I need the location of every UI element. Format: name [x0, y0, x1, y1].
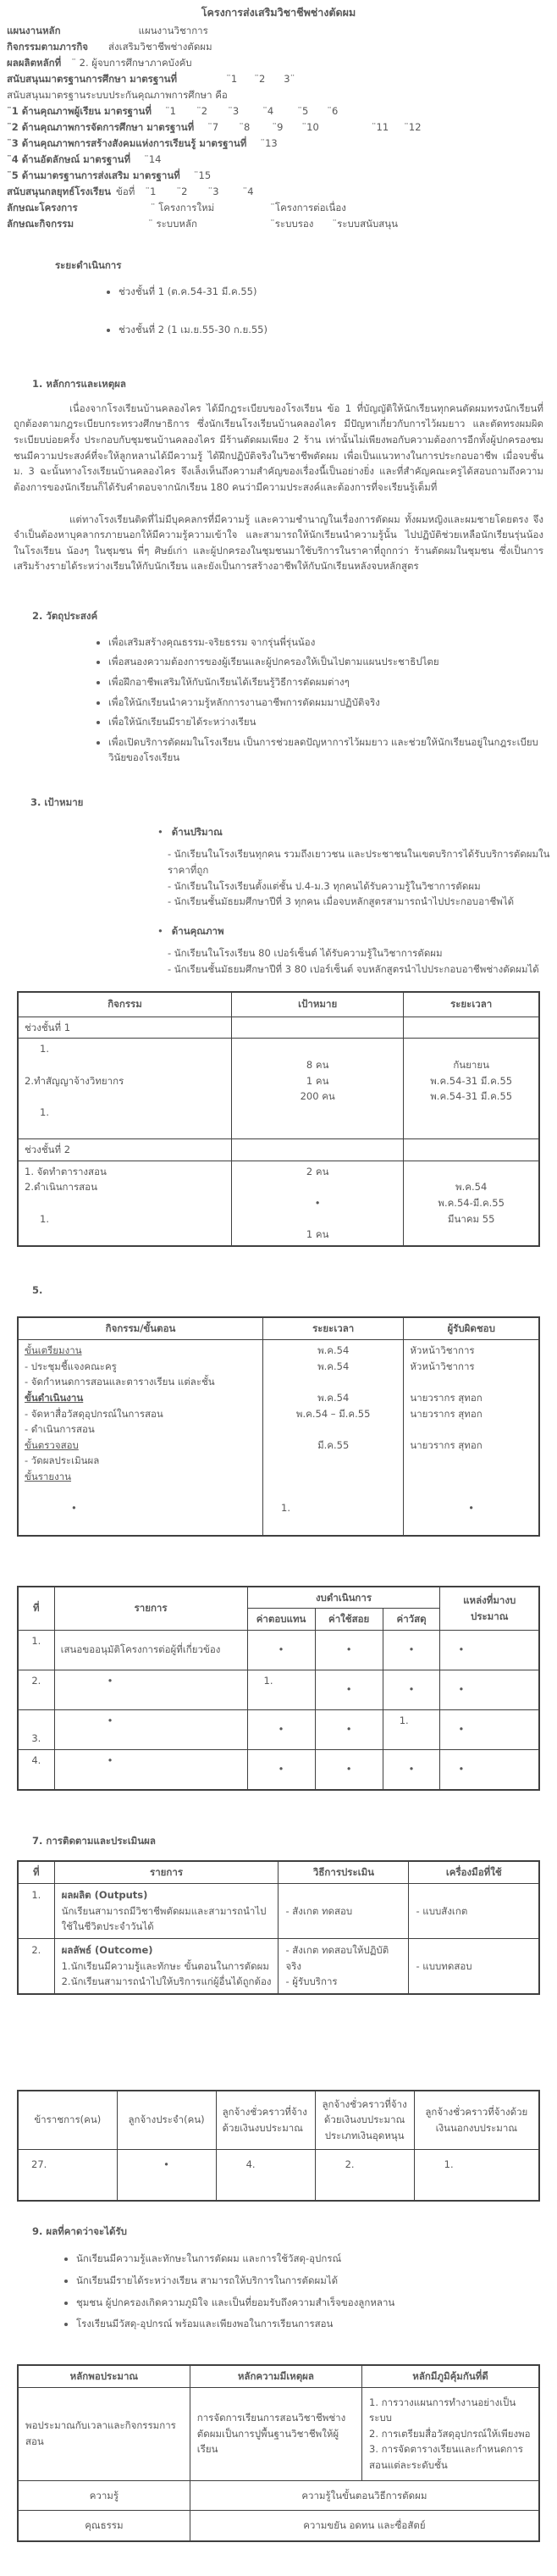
- header-row: [18, 1861, 539, 1883]
- table-cell: [383, 1709, 440, 1749]
- cell-line: •: [107, 1714, 113, 1726]
- cell-line: 1.นักเรียนมีความรู้และทักษะ ขั้นตอนในการตัดผม: [61, 1959, 269, 1972]
- cell-line: •: [107, 1674, 113, 1687]
- text-line: - นักเรียนชั้นมัธยมศึกษาปีที่ 3 80 เปอร์เซ็นต์ จบหลักสูตรนำไปประกอบอาชีพช่างตัดผมได้: [168, 963, 539, 975]
- header-field-line: [7, 87, 550, 103]
- rationale-paragraph-1: เนื่องจากโรงเรียนบ้านคลองไคร ได้มีกฎระเบียบของโรงเรียน ข้อ 1 ที่บัญญัติให้นักเรียนทุกคนตัดผมทรงนักเรียนที่ถูกต้องตามกฎระเบียบกระทรวงศึกษาธิการ ซึ่งนักเรียนโรงเรียนบ้านคลองไคร มีปัญหาเกี่ยวกับการไว้ผมยาว และตัดทรงผมผิดระเบียบบ่อยครั้ง ประกอบกับชุมชนบ้านคลองไคร มีร้านตัดผมเพียง 2 ร้าน เท่านั้นไม่เพียงพอกับความต้องการอีกทั้งผู้ปกครองชมชนมีความประสงค์ที่จะให้ลูกหลานได้มีความรู้ ได้ฝึกปฏิบัติจริงในวิชาชีพตัดผม เพื่อเป็นแนวทางในการประกอบอาชีพ เมื่อจบชั้น ม. 3 ฉะนั้นทางโรงเรียนบ้านคลองไคร จึงเล็งเห็นถึงความสำคัญของเรื่องนี้เป็นอย่างยิ่ง และที่สำคัญคณะครูได้สอบถามถึงความต้องการของนักเรียนก็ได้รับคำตอบจากนักเรียน 180 คนว่ามีความประสงค์และต้องการที่จะเรียนรู้เต็มที่: [14, 402, 543, 493]
- cell-line: 2.นักเรียนสามารถนำไปให้บริการแก่ผู้อื่นได้ถูกต้อง: [61, 1975, 272, 1988]
- goals-table: [17, 991, 540, 1247]
- field-segment: ¨9: [272, 121, 284, 134]
- column-header: กิจกรรม: [18, 992, 232, 1017]
- cell-line: 8 คน: [306, 1058, 329, 1071]
- field-segment: ¨4: [262, 105, 274, 118]
- cell-line: 1.: [40, 1105, 49, 1118]
- cell-line: [410, 1469, 532, 1485]
- field-segment: สนับสนุนกลยุทธ์โรงเรียน: [7, 186, 111, 198]
- field-segment: ¨ระบบสนับสนุน: [332, 218, 399, 230]
- list-item: • เพื่อให้นักเรียนมีรายได้ระหว่างเรียน: [108, 714, 550, 730]
- cell-line: [269, 1469, 397, 1485]
- list-item: • เพื่อเสริมสร้างคุณธรรม-จริยธรรม จากรุ่นพี่รุ่นน้อง: [108, 634, 550, 651]
- table-row: [18, 1161, 539, 1246]
- section-7-heading: 7. การติดตามและประเมินผล: [32, 1834, 156, 1847]
- cell-line: [410, 1453, 532, 1469]
- column-header: เป้าหมาย: [232, 992, 404, 1017]
- cell-line: พ.ค.54 – มี.ค.55: [295, 1407, 371, 1420]
- cell-line: [25, 1057, 225, 1073]
- column-header: ลูกจ้างชั่วคราวที่จ้างด้วยเงินนอกงบประมาณ: [414, 2091, 539, 2150]
- table-cell: คุณธรรม: [18, 2511, 190, 2541]
- column-header: หลักมีภูมิคุ้มกันที่ดี: [362, 2365, 539, 2387]
- cell-line: พ.ค.54: [317, 1391, 350, 1404]
- document-title: โครงการส่งเสริมวิชาชีพช่างตัดผม: [201, 6, 356, 19]
- cell-line: [410, 1485, 532, 1501]
- column-header: ระยะเวลา: [404, 992, 539, 1017]
- field-segment: ¨12: [404, 121, 422, 134]
- table-cell: [232, 1139, 404, 1161]
- table-cell: [18, 1161, 232, 1246]
- table-cell: [18, 1039, 232, 1139]
- list-item: • เพื่อฝึกอาชีพเสริมให้กับนักเรียนได้เรียนรู้วิธีการตัดผมต่างๆ: [108, 674, 550, 690]
- cell-line: - ดำเนินการสอน: [25, 1423, 95, 1436]
- cell-line: 1 คน: [306, 1074, 329, 1087]
- cell-line: [25, 1120, 225, 1136]
- table-cell: •: [117, 2149, 216, 2201]
- table-cell: [54, 1884, 278, 1939]
- field-segment: ¨4: [242, 186, 254, 198]
- text-line: - นักเรียนชั้นมัธยมศึกษาปีที่ 3 ทุกคน เมื่อจบหลักสูตรสามารถนำไปประกอบอาชีพได้: [168, 895, 515, 908]
- field-segment: ¨ 2. ผู้จบการศึกษาภาคบังคับ: [71, 57, 192, 69]
- field-segment: ¨1 ด้านคุณภาพผู้เรียน มาตรฐานที่: [7, 105, 152, 118]
- text-line: - นักเรียนในโรงเรียนตั้งแต่ชั้น ป.4-ม.3 ทุกคนได้รับความรู้ในวิชาการตัดผม: [168, 879, 481, 892]
- cell-line: [410, 1374, 532, 1390]
- cell-line: 4.: [245, 2158, 256, 2170]
- table-row: [18, 1039, 539, 1139]
- cell-line: •: [458, 1683, 465, 1696]
- table-cell: •: [383, 1749, 440, 1790]
- cell-line: [25, 1485, 256, 1501]
- cell-line: 2.ดำเนินการสอน: [25, 1181, 97, 1194]
- cell-line: 1 คน: [306, 1228, 329, 1241]
- list-item: • ช่วงชั้นที่ 2 (1 เม.ย.55-30 ก.ย.55): [119, 322, 550, 338]
- header-field-line: [7, 71, 550, 87]
- field-segment: ¨3: [228, 105, 240, 118]
- table-row: [18, 2149, 539, 2201]
- table-cell: 2.: [18, 1938, 54, 1993]
- table-cell: [278, 1938, 409, 1993]
- header-row: [18, 2091, 539, 2150]
- table-cell: [18, 2149, 117, 2201]
- table-cell: - แบบทดสอบ: [409, 1938, 539, 1993]
- budget-table: [17, 1586, 540, 1791]
- table-cell: 2.: [18, 1670, 54, 1709]
- cell-line: 1. จัดทำตารางสอน: [25, 1165, 107, 1177]
- cell-line: 1.: [263, 1674, 273, 1687]
- column-header: งบดำเนินการ: [247, 1587, 440, 1609]
- table-row: [18, 1139, 539, 1161]
- header-field-line: [7, 39, 550, 55]
- cell-line: •: [107, 1753, 113, 1766]
- sufficiency-table: [17, 2364, 540, 2542]
- table-cell: [404, 1139, 539, 1161]
- column-header: ค่าใช้สอย: [315, 1609, 383, 1631]
- cell-line: [410, 1516, 532, 1532]
- list-item: • โรงเรียนมีวัสดุ-อุปกรณ์ พร้อมและเพียงพอในการเรียนการสอน: [76, 2316, 550, 2332]
- list-item: • เพื่อสนองความต้องการของผู้เรียนและผู้ปกครองให้เป็นไปตามแผนประชาธิปไตย: [108, 654, 550, 670]
- quantitative-goals: [7, 824, 550, 910]
- cell-line: - จัดหาสื่อวัสดุอุปกรณ์ในการสอน: [25, 1407, 163, 1420]
- table-row: [18, 2387, 539, 2480]
- table-cell: •: [247, 1749, 315, 1790]
- cell-line: ผลผลิต (Outputs): [61, 1889, 148, 1901]
- field-segment: ¨14: [144, 153, 162, 166]
- field-segment: ¨ ระบบหลัก: [148, 218, 197, 230]
- cell-line: - สังเกต ทดสอบให้ปฏิบัติจริง: [285, 1943, 389, 1972]
- cell-line: •: [468, 1502, 475, 1515]
- table-row: [18, 1017, 539, 1039]
- cell-line: •: [71, 1502, 77, 1515]
- header-field-line: [7, 200, 550, 216]
- cell-line: [269, 1453, 397, 1469]
- cell-line: 1.: [281, 1502, 290, 1515]
- table-cell: [216, 2149, 315, 2201]
- field-segment: 3¨: [284, 73, 295, 86]
- field-segment: ¨5: [297, 105, 309, 118]
- column-header: ข้าราชการ(คน): [18, 2091, 117, 2150]
- cell-line: [238, 1041, 397, 1057]
- column-header: ผู้รับผิดชอบ: [404, 1317, 539, 1339]
- table-cell: •: [315, 1749, 383, 1790]
- table-cell: •: [315, 1709, 383, 1749]
- cell-line: [410, 1164, 532, 1180]
- column-header: กิจกรรม/ขั้นตอน: [18, 1317, 263, 1339]
- qualitative-heading: • ด้านคุณภาพ: [157, 923, 550, 939]
- table-cell: - แบบสังเกต: [409, 1884, 539, 1939]
- field-segment: ¨โครงการต่อเนื่อง: [270, 202, 346, 214]
- column-header: แหล่งที่มางบ ประมาณ: [440, 1587, 539, 1631]
- cell-line: 1.: [40, 1212, 49, 1225]
- cell-line: นายวรากร สุทอก: [410, 1438, 483, 1451]
- table-cell: [54, 1938, 278, 1993]
- header-field-line: [7, 103, 550, 119]
- table-cell: [18, 1340, 263, 1536]
- table-cell: [54, 1749, 247, 1790]
- table-cell: ช่วงชั้นที่ 2: [18, 1139, 232, 1161]
- field-segment: ¨11: [371, 121, 389, 134]
- field-segment: ¨15: [193, 169, 212, 182]
- table-cell: [404, 1340, 539, 1536]
- cell-line: พ.ค.54-31 มี.ค.55: [430, 1090, 513, 1103]
- column-header: หลักความมีเหตุผล: [190, 2365, 361, 2387]
- field-segment: ¨3: [207, 186, 219, 198]
- section-2-heading: 2. วัตถุประสงค์: [32, 610, 98, 622]
- cell-line: พ.ค.54: [317, 1360, 350, 1372]
- cell-line: - จัดกำหนดการสอนและตารางเรียน แต่ละชั้น: [25, 1376, 215, 1388]
- cell-line: มีนาคม 55: [447, 1212, 495, 1225]
- cell-line: หัวหน้าวิชาการ: [410, 1344, 475, 1356]
- cell-line: [269, 1374, 397, 1390]
- cell-line: หัวหน้าวิชาการ: [410, 1360, 475, 1372]
- cell-line: มี.ค.55: [317, 1438, 350, 1451]
- staff-table: [17, 2090, 540, 2202]
- table-cell: การจัดการเรียนการสอนวิชาชีพช่างตัดผมเป็นการปูพื้นฐานวิชาชีพให้ผู้เรียน: [190, 2387, 361, 2480]
- data-table: [17, 1316, 540, 1536]
- field-segment: ¨2 ด้านคุณภาพการจัดการศึกษา มาตรฐานที่: [7, 121, 195, 134]
- cell-line: - ประชุมชี้แจงคณะครู: [25, 1360, 117, 1372]
- table-row: [18, 1630, 539, 1670]
- cell-line: 3. การจัดตารางเรียนและกำหนดการสอนแต่ละระดับชั้น: [369, 2443, 523, 2471]
- field-segment: ¨10: [301, 121, 319, 134]
- field-segment: ¨1: [164, 105, 176, 118]
- qualitative-goals: [7, 923, 550, 978]
- text-line: - นักเรียนในโรงเรียน 80 เปอร์เซ็นต์ ได้รับความรู้ในวิชาการตัดผม: [168, 947, 443, 960]
- field-segment: ¨1: [145, 186, 157, 198]
- table-cell: [440, 1670, 539, 1709]
- table-row: [18, 1340, 539, 1536]
- cell-line: พ.ค.54: [317, 1344, 350, 1356]
- cell-line: พ.ค.54-มี.ค.55: [438, 1196, 505, 1209]
- cell-line: [410, 1421, 532, 1438]
- cell-line: [25, 1089, 225, 1105]
- field-segment: ¨3 ด้านคุณภาพการสร้างสังคมแห่งการเรียนรู้ มาตรฐานที่: [7, 137, 247, 150]
- field-segment: ¨7: [207, 121, 219, 134]
- table-row: [18, 1749, 539, 1790]
- section-5-heading: 5.: [32, 1283, 43, 1296]
- field-segment: ¨4 ด้านอัตลักษณ์ มาตรฐานที่: [7, 153, 131, 166]
- table-cell: •: [315, 1670, 383, 1709]
- column-header: ที่: [18, 1587, 54, 1631]
- list-item: • เพื่อให้นักเรียนนำความรู้หลักการงานอาชีพการตัดผมมาปฏิบัติจริง: [108, 695, 550, 711]
- header-field-line: [7, 184, 550, 200]
- data-table: [17, 1586, 540, 1791]
- section-1-heading: 1. หลักการและเหตุผล: [32, 378, 126, 391]
- table-cell: [404, 1017, 539, 1039]
- table-cell: •: [247, 1630, 315, 1670]
- table-cell: 1.: [18, 1630, 54, 1670]
- text-line: - นักเรียนในโรงเรียนทุกคน รวมถึงเยาวชน และประชาชนในเขตบริการได้รับบริการตัดผมในราคาที่ถูก: [168, 848, 550, 876]
- cell-line: 2. การเตรียมสื่อวัสดุอุปกรณ์ให้เพียงพอ: [369, 2427, 531, 2440]
- table-cell: ความขยัน อดทน และซื่อสัตย์: [190, 2511, 539, 2541]
- table-cell: ช่วงชั้นที่ 1: [18, 1017, 232, 1039]
- steps-table: [17, 1316, 540, 1536]
- cell-line: - วัดผลประเมินผล: [25, 1454, 100, 1467]
- table-cell: เสนอขออนุมัติโครงการต่อผู้ที่เกี่ยวข้อง: [54, 1630, 247, 1670]
- table-cell: [54, 1670, 247, 1709]
- list-item: • นักเรียนมีรายได้ระหว่างเรียน สามารถให้บริการในการตัดผมได้: [76, 2273, 550, 2289]
- evaluation-table: [17, 1860, 540, 1994]
- column-header: เครื่องมือที่ใช้: [409, 1861, 539, 1883]
- field-segment: ¨13: [260, 137, 278, 150]
- cell-line: 27.: [31, 2158, 47, 2170]
- table-cell: ความรู้ในขั้นตอนวิธีการตัดผม: [190, 2480, 539, 2511]
- column-header: ค่าวัสดุ: [383, 1609, 440, 1631]
- table-cell: [404, 1039, 539, 1139]
- cell-line: •: [458, 1763, 465, 1776]
- cell-line: กันยายน: [453, 1058, 489, 1071]
- header-field-line: [7, 136, 550, 152]
- table-cell: [362, 2387, 539, 2480]
- table-row: [18, 1884, 539, 1939]
- header-field-line: [7, 216, 550, 232]
- cell-line: •: [458, 1643, 465, 1656]
- column-header: หลักพอประมาณ: [18, 2365, 190, 2387]
- header-row: [18, 992, 539, 1017]
- header-field-line: [7, 55, 550, 71]
- cell-line: 1.: [444, 2158, 454, 2170]
- table-row: [18, 1670, 539, 1709]
- cell-line: 2.ทำสัญญาจ้างวิทยากร: [25, 1074, 124, 1087]
- column-header: รายการ: [54, 1861, 278, 1883]
- table-cell: 3.: [18, 1709, 54, 1749]
- column-header: ระยะเวลา: [263, 1317, 404, 1339]
- list-item: • นักเรียนมีความรู้และทักษะในการตัดผม และการใช้วัสดุ-อุปกรณ์: [76, 2251, 550, 2267]
- objectives-list: [7, 634, 550, 766]
- field-segment: ส่งเสริมวิชาชีพช่างตัดผม: [108, 41, 212, 53]
- quantitative-lines: [168, 846, 550, 910]
- cell-line: [410, 1041, 532, 1057]
- cell-line: ขั้นเตรียมงาน: [25, 1344, 82, 1356]
- table-cell: [440, 1749, 539, 1790]
- expected-results-list: [7, 2251, 550, 2332]
- cell-line: - ผู้รับบริการ: [285, 1975, 338, 1988]
- cell-line: ขั้นตรวจสอบ: [25, 1438, 79, 1451]
- header-field-line: [7, 23, 550, 39]
- cell-line: ขั้นดำเนินงาน: [25, 1391, 84, 1404]
- field-segment: สนับสนุนมาตรฐานระบบประกันคุณภาพการศึกษา คือ: [7, 89, 228, 102]
- data-table: [17, 991, 540, 1247]
- table-row: [18, 2480, 539, 2511]
- column-header: ค่าตอบแทน: [247, 1609, 315, 1631]
- cell-line: 1. การวางแผนการทำงานอย่างเป็นระบบ: [369, 2396, 516, 2424]
- section-9-heading: 9. ผลที่คาดว่าจะได้รับ: [32, 2224, 127, 2237]
- table-cell: [54, 1709, 247, 1749]
- field-segment: สนับสนุนมาตรฐานการศึกษา มาตรฐานที่: [7, 73, 178, 86]
- cell-line: ผลลัพธ์ (Outcome): [61, 1943, 153, 1956]
- column-header: ลูกจ้างประจำ(คน): [117, 2091, 216, 2150]
- data-table: [17, 2364, 540, 2542]
- cell-line: 2 คน: [306, 1165, 329, 1177]
- field-segment: ¨ระบบรอง: [270, 218, 314, 230]
- table-cell: [247, 1670, 315, 1709]
- table-row: [18, 2511, 539, 2541]
- cell-line: [269, 1485, 397, 1501]
- field-segment: ¨6: [327, 105, 339, 118]
- table-cell: พอประมาณกับเวลาและกิจกรรมการสอน: [18, 2387, 190, 2480]
- table-row: [18, 1938, 539, 1993]
- cell-line: [25, 1195, 225, 1211]
- cell-line: •: [458, 1723, 465, 1736]
- table-cell: [263, 1340, 404, 1536]
- field-segment: ลักษณะกิจกรรม: [7, 218, 74, 230]
- header-field-line: [7, 168, 550, 184]
- field-segment: ¨5 ด้านมาตรฐานการส่งเสริม มาตรฐานที่: [7, 169, 180, 182]
- header-field-line: [7, 119, 550, 136]
- table-cell: •: [315, 1630, 383, 1670]
- table-cell: [404, 1161, 539, 1246]
- data-table: [17, 2090, 540, 2202]
- column-header: ลูกจ้างชั่วคราวที่จ้างด้วยเงินงบประมาณ: [216, 2091, 315, 2150]
- quantitative-heading: • ด้านปริมาณ: [157, 824, 550, 840]
- header-row: [18, 1317, 539, 1339]
- list-item: • ชุมชน ผู้ปกครองเกิดความภูมิใจ และเป็นที่ยอมรับถึงความสำเร็จของลูกหลาน: [76, 2295, 550, 2311]
- field-segment: ¨ โครงการใหม่: [150, 202, 215, 214]
- column-header: รายการ: [54, 1587, 247, 1631]
- cell-line: [238, 1211, 397, 1227]
- header-row: [18, 1587, 539, 1609]
- cell-line: นักเรียนสามารถมีวิชาชีพตัดผมและสามารถนำไปใช้ในชีวิตประจำวันได้: [61, 1904, 267, 1933]
- cell-line: [269, 1421, 397, 1438]
- field-segment: ลักษณะโครงการ: [7, 202, 78, 214]
- list-item: • เพื่อเปิดบริการตัดผมในโรงเรียน เป็นการช่วยลดปัญหาการไว้ผมยาว และช่วยให้นักเรียนอยู่ในกฎระเบียบวินัยของโรงเรียน: [108, 734, 550, 766]
- field-segment: แผนงานหลัก: [7, 25, 61, 37]
- cell-line: นายวรากร สุทอก: [410, 1391, 483, 1404]
- table-cell: •: [383, 1630, 440, 1670]
- table-row: [18, 1709, 539, 1749]
- table-cell: [414, 2149, 539, 2201]
- cell-line: [25, 1516, 256, 1532]
- field-segment: ผลผลิตหลักที่: [7, 57, 62, 69]
- field-segment: ¨2: [176, 186, 188, 198]
- cell-line: 2.: [345, 2158, 355, 2170]
- cell-line: ขั้นรายงาน: [25, 1471, 72, 1482]
- table-cell: 4.: [18, 1749, 54, 1790]
- table-cell: [440, 1709, 539, 1749]
- cell-line: พ.ค.54: [455, 1181, 488, 1194]
- cell-line: 200 คน: [300, 1090, 335, 1103]
- table-cell: [315, 2149, 414, 2201]
- cell-line: •: [314, 1196, 321, 1209]
- table-cell: [232, 1161, 404, 1246]
- field-segment: ¨1: [226, 73, 238, 86]
- table-cell: - สังเกต ทดสอบ: [278, 1884, 409, 1939]
- section-3-heading: 3. เป้าหมาย: [30, 796, 84, 808]
- header-fields: [7, 23, 550, 232]
- field-segment: แผนงานวิชาการ: [138, 25, 208, 37]
- table-cell: •: [247, 1709, 315, 1749]
- cell-line: นายวรากร สุทอก: [410, 1407, 483, 1420]
- column-header: วิธีการประเมิน: [278, 1861, 409, 1883]
- list-item: • ช่วงชั้นที่ 1 (ต.ค.54-31 มี.ค.55): [119, 284, 550, 300]
- cell-line: 1.: [40, 1043, 49, 1055]
- cell-line: พ.ค.54-31 มี.ค.55: [430, 1074, 513, 1087]
- field-segment: ¨2: [196, 105, 208, 118]
- header-row: [18, 2365, 539, 2387]
- field-segment: ข้อที่: [115, 186, 135, 198]
- period-heading: ระยะดำเนินการ: [55, 259, 122, 272]
- field-segment: กิจกรรมตามภารกิจ: [7, 41, 89, 53]
- qualitative-lines: [168, 945, 550, 977]
- table-cell: ความรู้: [18, 2480, 190, 2511]
- period-list: [7, 284, 550, 337]
- cell-line: [269, 1516, 397, 1532]
- table-cell: [440, 1630, 539, 1670]
- data-table: [17, 1860, 540, 1994]
- table-cell: [232, 1039, 404, 1139]
- header-field-line: [7, 152, 550, 168]
- cell-line: [238, 1179, 397, 1195]
- rationale-paragraph-2: แต่ทางโรงเรียนติดที่ไม่มีบุคคลกรที่มีความรู้ และความชำนาญในเรื่องการตัดผม ทั้งผมหญิงและผมชายโดยตรง จึงจำเป็นต้องหาบุคลากรภายนอกให้มีความรู้ความเข้าใจ และสามารถให้นักเรียนนำความรู้นั้น ไปปฏิบัติช่วยเหลือนักเรียนรุ่นน้องในโรงเรียน น้องๆ ในชุมชน พี่ๆ ศิษย์เก่า และผู้ปกครองในชุมชนมาใช้บริการในราคาที่ถูกกว่า ร้านตัดผมในชุมชน ซึ่งเป็นการเสริมร้างรายได้ระหว่างเรียนให้กับนักเรียน และยังเป็นการสร้างอาชีพให้กับนักเรียนหลังจบหลักสูตร: [14, 512, 543, 573]
- table-cell: 1.: [18, 1884, 54, 1939]
- field-segment: ¨8: [239, 121, 251, 134]
- cell-line: 1.: [399, 1714, 409, 1726]
- field-segment: ¨2: [254, 73, 266, 86]
- column-header: ลูกจ้างชั่วคราวที่จ้างด้วยเงินงบประมาณประเภทเงินอุดหนุน: [315, 2091, 414, 2150]
- cell-line: [25, 1227, 225, 1243]
- table-cell: [232, 1017, 404, 1039]
- column-header: ที่: [18, 1861, 54, 1883]
- table-cell: •: [383, 1670, 440, 1709]
